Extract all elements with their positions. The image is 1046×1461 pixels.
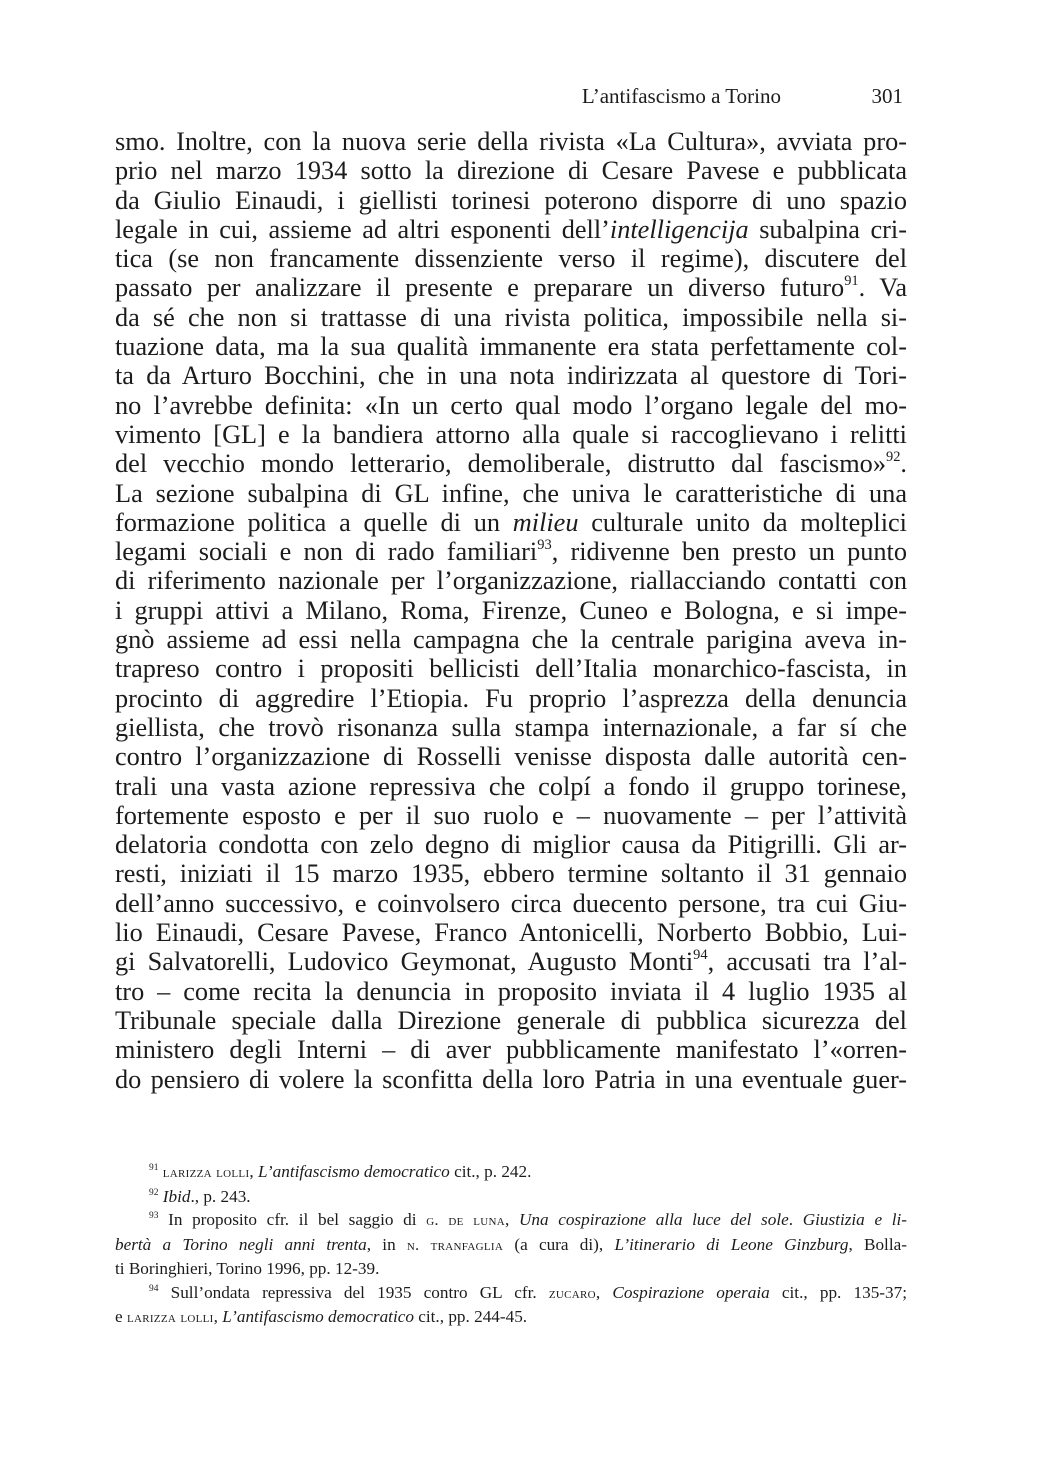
work-title: Cospirazione operaia: [612, 1282, 770, 1302]
footnote-line: e larizza lolli, L’antifascismo democratico cit., pp. 244-45.: [115, 1307, 528, 1326]
footnote-93: [115, 1208, 907, 1281]
body-line: di riferimento nazionale per l’organizzazione, riallacciando contatti con: [115, 566, 907, 596]
footnote-number: 93: [149, 1210, 159, 1221]
author-name: larizza lolli: [126, 1309, 214, 1326]
page-number: 301: [871, 84, 903, 108]
footnote-ref: 92: [885, 449, 901, 466]
author-name: zucaro: [548, 1284, 596, 1302]
body-line: gnò assieme ad essi nella campagna che la centrale parigina aveva in-: [115, 625, 907, 655]
body-line: smo. Inoltre, con la nuova serie della rivista «La Cultura», avviata pro-: [115, 127, 907, 156]
body-line: resti, iniziati il 15 marzo 1935, ebbero termine soltanto il 31 gennaio: [115, 859, 907, 889]
footnote-ref: 91: [844, 273, 859, 290]
footnote-number: 94: [149, 1283, 159, 1294]
body-line: lio Einaudi, Cesare Pavese, Franco Antonicelli, Norberto Bobbio, Lui-: [115, 918, 907, 948]
body-line: gi Salvatorelli, Ludovico Geymonat, Augusto Monti$^{94}$, accusati tra l’al-: [115, 947, 907, 977]
footnote-94: [115, 1281, 907, 1330]
work-title: bertà a Torino negli anni trenta: [115, 1234, 367, 1254]
work-title: L’itinerario di Leone Ginzburg: [614, 1234, 849, 1254]
body-line: Tribunale speciale dalla Direzione generale di pubblica sicurezza del: [115, 1005, 907, 1035]
body-line: procinto di aggredire l’Etiopia. Fu proprio l’asprezza della denuncia: [115, 683, 907, 713]
body-line: i gruppi attivi a Milano, Roma, Firenze, Cuneo e Bologna, e si impe-: [115, 595, 907, 625]
body-line: tro – come recita la denuncia in proposito inviata il 4 luglio 1935 al: [115, 976, 907, 1006]
footnotes: [115, 1160, 907, 1330]
body-line: delatoria condotta con zelo degno di miglior causa da Pitigrilli. Gli ar-: [115, 830, 907, 860]
footnote-line: $^{91}$ larizza lolli, L’antifascismo democratico cit., p. 242.: [149, 1162, 532, 1181]
work-title: L’antifascismo democratico: [222, 1307, 414, 1326]
body-line: prio nel marzo 1934 sotto la direzione di Cesare Pavese e pubblicata: [115, 156, 907, 186]
body-line: formazione politica a quelle di un milieu culturale unito da molteplici: [115, 507, 907, 537]
footnote-line: ti Boringhieri, Torino 1996, pp. 12-39.: [115, 1259, 380, 1278]
body-line: tica (se non francamente dissenziente verso il regime), discutere del: [115, 244, 907, 274]
body-text: [115, 127, 907, 1094]
footnote-92: [115, 1185, 907, 1209]
body-line: passato per analizzare il presente e preparare un diverso futuro$^{91}$. Va: [115, 273, 907, 303]
body-line: ta da Arturo Bocchini, che in una nota indirizzata al questore di Tori-: [115, 361, 907, 391]
footnote-ref: 94: [693, 947, 708, 964]
body-line: da Giulio Einaudi, i giellisti torinesi poterono disporre di uno spazio: [115, 185, 907, 215]
footnote-ref: 93: [537, 537, 552, 554]
body-line: legale in cui, assieme ad altri esponenti dell’intelligencija subalpina cri-: [115, 214, 907, 244]
work-title: Una cospirazione alla luce del sole: [518, 1210, 789, 1229]
body-line: vimento [GL] e la bandiera attorno alla quale si raccoglievano i relitti: [115, 419, 907, 449]
author-name: larizza lolli: [162, 1164, 250, 1181]
work-title: Ibid: [162, 1186, 191, 1206]
work-title: Giustizia e li-: [802, 1210, 908, 1229]
author-name: g. de luna: [426, 1212, 505, 1229]
body-line: da sé che non si trattasse di una rivista politica, impossibile nella si-: [115, 302, 907, 332]
body-line: del vecchio mondo letterario, demoliberale, distrutto dal fascismo»$^{92}$.: [115, 449, 907, 479]
footnote-number: 91: [149, 1162, 159, 1173]
body-line: trali una vasta azione repressiva che colpí a fondo il gruppo torinese,: [115, 771, 907, 801]
body-line: contro l’organizzazione di Rosselli venisse disposta dalle autorità cen-: [115, 742, 907, 772]
footnote-number: 92: [149, 1187, 159, 1198]
footnote-line: bertà a Torino negli anni trenta, in n. tranfaglia (a cura di), L’itinerario di Leone Ginzburg, Bolla-: [115, 1234, 907, 1254]
body-line: tuazione data, ma la sua qualità immanente era stata perfettamente col-: [115, 332, 907, 362]
body-line: giellista, che trovò risonanza sulla stampa internazionale, a far sí che: [115, 712, 907, 742]
italic-term: intelligencija: [609, 214, 749, 244]
body-line: ministero degli Interni – di aver pubblicamente manifestato l’«orren-: [115, 1035, 907, 1065]
author-name: n. tranfaglia: [406, 1236, 504, 1254]
body-line: fortemente esposto e per il suo ruolo e – nuovamente – per l’attività: [115, 800, 907, 830]
running-title: L’antifascismo a Torino: [581, 84, 781, 108]
work-title: L’antifascismo democratico: [258, 1162, 450, 1181]
body-line: legami sociali e non di rado familiari$^{93}$, ridivenne ben presto un punto: [115, 537, 907, 567]
footnote-line: $^{93}$ In proposito cfr. il bel saggio di g. de luna, Una cospirazione alla luce del sole. Giustizia e li-: [149, 1210, 908, 1229]
body-line: La sezione subalpina di GL infine, che univa le caratteristiche di una: [115, 478, 907, 508]
footnote-line: $^{94}$ Sull’ondata repressiva del 1935 contro GL cfr. zucaro, Cospirazione operaia cit., pp. 135-37;: [149, 1282, 907, 1302]
running-head: [115, 84, 907, 114]
body-line: dell’anno successivo, e coinvolsero circa duecento persone, tra cui Giu-: [115, 888, 907, 918]
footnote-line: $^{92}$ Ibid., p. 243.: [149, 1186, 251, 1206]
body-line: trapreso contro i propositi bellicisti dell’Italia monarchico-fascista, in: [115, 654, 907, 684]
footnote-91: [115, 1160, 907, 1185]
body-line: no l’avrebbe definita: «In un certo qual modo l’organo legale del mo-: [115, 390, 907, 420]
body-line: do pensiero di volere la sconfitta della loro Patria in una eventuale guer-: [115, 1064, 907, 1094]
italic-term: milieu: [512, 507, 579, 537]
